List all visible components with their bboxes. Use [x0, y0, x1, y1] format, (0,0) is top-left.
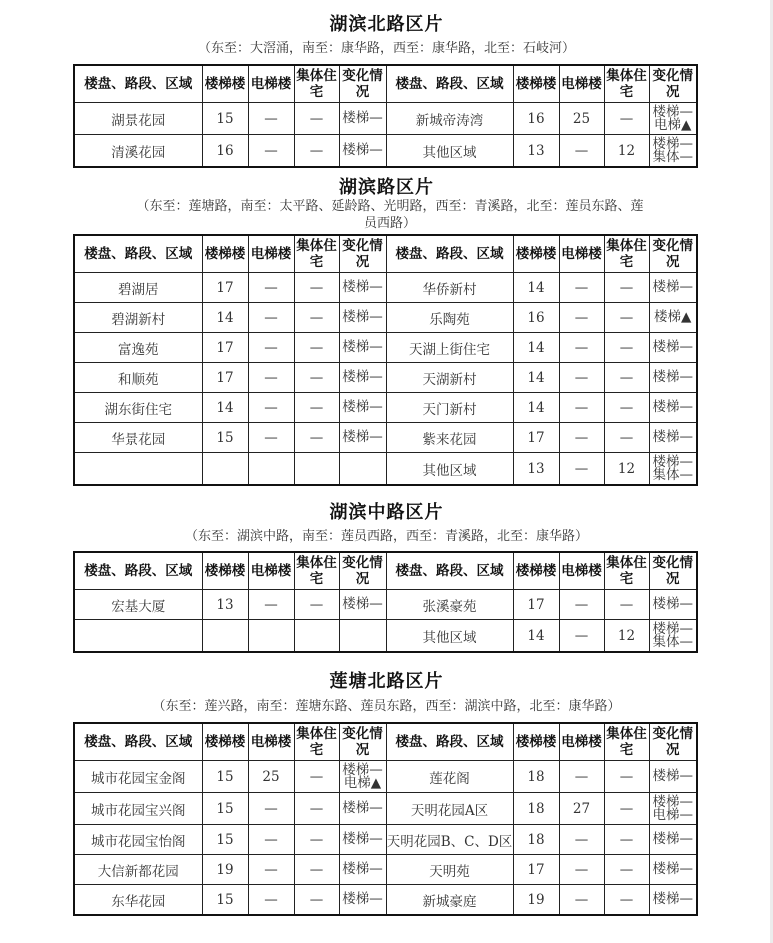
collective-housing-cell: —: [294, 333, 339, 363]
change-status-line: 楼梯—: [342, 110, 383, 126]
change-status-line: 楼梯—: [652, 768, 693, 784]
change-status-cell: [649, 363, 697, 393]
column-header: 电梯楼: [559, 552, 604, 590]
change-status-cell: [649, 423, 697, 453]
change-status-line: 集体—: [652, 148, 693, 165]
elevator-building-cell: [248, 620, 294, 653]
table-row: [74, 273, 697, 303]
property-name-cell: 天湖上街住宅: [386, 333, 513, 363]
change-status-cell: [339, 333, 386, 363]
stair-building-cell: 18: [513, 825, 559, 855]
property-name-cell: 天门新村: [386, 393, 513, 423]
elevator-building-cell: —: [248, 103, 294, 135]
change-status-cell: [649, 855, 697, 885]
section-bounds: （东至：湖滨中路，南至：莲员西路，西至：青溪路，北至：康华路）: [184, 529, 588, 544]
elevator-building-cell: —: [559, 333, 604, 363]
change-status-cell: [649, 135, 697, 168]
column-header: 变化情况: [339, 235, 386, 273]
stair-building-cell: 15: [202, 825, 248, 855]
change-status-line: 楼梯—: [342, 309, 383, 325]
change-status-line: 楼梯—: [652, 891, 693, 907]
collective-housing-cell: —: [294, 590, 339, 620]
property-name-cell: 天明苑: [386, 855, 513, 885]
collective-housing-cell: —: [604, 885, 649, 916]
elevator-building-cell: [248, 453, 294, 486]
property-name-cell: [74, 620, 202, 653]
column-header: 集体住宅: [604, 65, 649, 103]
stair-building-cell: 13: [513, 135, 559, 168]
stair-building-cell: 17: [513, 590, 559, 620]
table-header-row: [74, 552, 697, 590]
collective-housing-cell: —: [604, 855, 649, 885]
change-status-line: 楼梯—: [342, 761, 383, 778]
section-bounds: （东至：莲兴路，南至：莲塘东路、莲员东路，西至：湖滨中路，北至：康华路）: [152, 699, 621, 714]
change-status-cell: [649, 825, 697, 855]
property-name-cell: 天明花园B、C、D区: [386, 825, 513, 855]
column-header: 楼梯楼: [513, 235, 559, 273]
elevator-building-cell: 27: [559, 793, 604, 825]
section-bounds-line: （东至：莲塘路，南至：太平路、延龄路、光明路，西至：青溪路，北至：莲员东路、莲: [136, 199, 644, 214]
stair-building-cell: [202, 620, 248, 653]
change-status-cell: [339, 620, 386, 653]
change-status-cell: [339, 855, 386, 885]
change-status-cell: [339, 761, 386, 793]
column-header: 变化情况: [339, 723, 386, 761]
stair-building-cell: 14: [202, 393, 248, 423]
change-status-line: 楼梯—: [342, 800, 383, 816]
column-header: 楼梯楼: [202, 552, 248, 590]
collective-housing-cell: —: [294, 303, 339, 333]
collective-housing-cell: —: [604, 423, 649, 453]
column-header: 楼盘、路段、区域: [74, 552, 202, 590]
elevator-building-cell: —: [559, 393, 604, 423]
table-row: [74, 761, 697, 793]
property-name-cell: 紫来花园: [386, 423, 513, 453]
collective-housing-cell: 12: [604, 620, 649, 653]
collective-housing-cell: —: [604, 103, 649, 135]
column-header: 集体住宅: [604, 723, 649, 761]
table-row: [74, 393, 697, 423]
change-status-line: 楼梯—: [342, 891, 383, 907]
collective-housing-cell: —: [294, 793, 339, 825]
change-status-line: 楼梯—: [342, 142, 383, 158]
change-status-cell: [339, 303, 386, 333]
change-status-line: 楼梯—: [652, 596, 693, 612]
table-row: [74, 103, 697, 135]
column-header: 集体住宅: [604, 235, 649, 273]
stair-building-cell: 14: [513, 620, 559, 653]
change-status-line: 楼梯—: [652, 831, 693, 847]
property-name-cell: 其他区域: [386, 453, 513, 486]
change-status-cell: [339, 825, 386, 855]
elevator-building-cell: —: [559, 453, 604, 486]
section-title: 莲塘北路区片: [329, 671, 444, 692]
elevator-building-cell: 25: [248, 761, 294, 793]
stair-building-cell: 17: [202, 363, 248, 393]
collective-housing-cell: —: [294, 855, 339, 885]
stair-building-cell: 16: [513, 303, 559, 333]
collective-housing-cell: —: [294, 761, 339, 793]
stair-building-cell: 14: [513, 333, 559, 363]
collective-housing-cell: —: [604, 393, 649, 423]
change-status-line: 楼梯—: [652, 135, 693, 152]
stair-building-cell: 14: [513, 363, 559, 393]
column-header: 电梯楼: [559, 65, 604, 103]
change-status-cell: [649, 393, 697, 423]
property-name-cell: 张溪豪苑: [386, 590, 513, 620]
stair-building-cell: 16: [513, 103, 559, 135]
change-status-line: 楼梯—: [652, 103, 693, 120]
column-header: 楼盘、路段、区域: [386, 65, 513, 103]
collective-housing-cell: —: [604, 761, 649, 793]
property-name-cell: 城市花园宝兴阁: [74, 793, 202, 825]
table-row: [74, 423, 697, 453]
elevator-building-cell: —: [248, 135, 294, 168]
collective-housing-cell: —: [604, 825, 649, 855]
change-status-cell: [339, 885, 386, 916]
change-status-line: 楼梯—: [652, 620, 693, 637]
column-header: 楼盘、路段、区域: [74, 65, 202, 103]
table-row: [74, 333, 697, 363]
elevator-building-cell: —: [248, 273, 294, 303]
table-row: [74, 590, 697, 620]
elevator-building-cell: —: [559, 590, 604, 620]
elevator-building-cell: —: [559, 761, 604, 793]
property-name-cell: 宏基大厦: [74, 590, 202, 620]
elevator-building-cell: —: [559, 620, 604, 653]
elevator-building-cell: —: [559, 303, 604, 333]
collective-housing-cell: 12: [604, 453, 649, 486]
change-status-line: 楼梯▲: [654, 309, 692, 325]
elevator-building-cell: —: [559, 885, 604, 916]
table-row: [74, 885, 697, 916]
stair-building-cell: 15: [202, 885, 248, 916]
change-status-line: 楼梯—: [652, 369, 693, 385]
elevator-building-cell: —: [559, 423, 604, 453]
change-status-line: 楼梯—: [342, 861, 383, 877]
column-header: 电梯楼: [248, 552, 294, 590]
column-header: 楼盘、路段、区域: [74, 723, 202, 761]
change-status-cell: [649, 761, 697, 793]
stair-building-cell: [202, 453, 248, 486]
change-status-line: 楼梯—: [342, 369, 383, 385]
property-name-cell: 大信新都花园: [74, 855, 202, 885]
property-name-cell: 富逸苑: [74, 333, 202, 363]
change-status-cell: [649, 103, 697, 135]
column-header: 变化情况: [649, 552, 697, 590]
change-status-line: 电梯▲: [343, 774, 382, 791]
column-header: 集体住宅: [294, 552, 339, 590]
elevator-building-cell: —: [559, 135, 604, 168]
collective-housing-cell: —: [294, 135, 339, 168]
change-status-line: 电梯▲: [654, 116, 692, 133]
column-header: 楼盘、路段、区域: [386, 723, 513, 761]
elevator-building-cell: —: [559, 825, 604, 855]
property-name-cell: 新城豪庭: [386, 885, 513, 916]
column-header: 变化情况: [649, 65, 697, 103]
collective-housing-cell: —: [294, 825, 339, 855]
stair-building-cell: 13: [202, 590, 248, 620]
change-status-cell: [339, 453, 386, 486]
property-name-cell: [74, 453, 202, 486]
elevator-building-cell: —: [559, 855, 604, 885]
column-header: 变化情况: [649, 723, 697, 761]
collective-housing-cell: —: [604, 273, 649, 303]
section-title: 湖滨路区片: [339, 177, 434, 198]
stair-building-cell: 14: [202, 303, 248, 333]
elevator-building-cell: 25: [559, 103, 604, 135]
collective-housing-cell: 12: [604, 135, 649, 168]
table-header-row: [74, 235, 697, 273]
change-status-line: 楼梯—: [342, 279, 383, 295]
column-header: 楼梯楼: [202, 723, 248, 761]
column-header: 电梯楼: [559, 235, 604, 273]
property-name-cell: 莲花阁: [386, 761, 513, 793]
table-row: [74, 453, 697, 486]
change-status-cell: [339, 363, 386, 393]
column-header: 楼盘、路段、区域: [74, 235, 202, 273]
change-status-line: 集体—: [652, 466, 693, 483]
elevator-building-cell: —: [248, 393, 294, 423]
change-status-line: 楼梯—: [652, 793, 693, 810]
collective-housing-cell: —: [604, 590, 649, 620]
change-status-cell: [339, 135, 386, 168]
table-row: [74, 793, 697, 825]
property-name-cell: 天湖新村: [386, 363, 513, 393]
change-status-line: 楼梯—: [652, 453, 693, 470]
property-name-cell: 湖东街住宅: [74, 393, 202, 423]
change-status-cell: [649, 273, 697, 303]
column-header: 电梯楼: [248, 723, 294, 761]
change-status-line: 集体—: [652, 633, 693, 650]
elevator-building-cell: —: [248, 590, 294, 620]
elevator-building-cell: —: [248, 333, 294, 363]
column-header: 变化情况: [339, 65, 386, 103]
column-header: 楼梯楼: [513, 65, 559, 103]
stair-building-cell: 15: [202, 793, 248, 825]
elevator-building-cell: —: [248, 303, 294, 333]
table-row: [74, 825, 697, 855]
collective-housing-cell: —: [294, 363, 339, 393]
collective-housing-cell: —: [604, 303, 649, 333]
elevator-building-cell: —: [248, 855, 294, 885]
change-status-cell: [649, 793, 697, 825]
elevator-building-cell: —: [248, 363, 294, 393]
change-status-cell: [339, 423, 386, 453]
change-status-line: 楼梯—: [342, 429, 383, 445]
property-name-cell: 华景花园: [74, 423, 202, 453]
section-table: [73, 64, 698, 168]
column-header: 楼梯楼: [513, 552, 559, 590]
section-table: [73, 551, 698, 653]
change-status-cell: [649, 590, 697, 620]
section-table: [73, 234, 698, 486]
property-name-cell: 东华花园: [74, 885, 202, 916]
property-name-cell: 湖景花园: [74, 103, 202, 135]
section-table: [73, 722, 698, 916]
column-header: 集体住宅: [294, 235, 339, 273]
property-name-cell: 碧湖新村: [74, 303, 202, 333]
change-status-cell: [649, 885, 697, 916]
property-name-cell: 和顺苑: [74, 363, 202, 393]
column-header: 楼盘、路段、区域: [386, 552, 513, 590]
change-status-cell: [649, 303, 697, 333]
property-name-cell: 乐陶苑: [386, 303, 513, 333]
column-header: 集体住宅: [604, 552, 649, 590]
collective-housing-cell: [294, 620, 339, 653]
column-header: 变化情况: [649, 235, 697, 273]
table-row: [74, 135, 697, 168]
change-status-line: 楼梯—: [342, 339, 383, 355]
property-name-cell: 清溪花园: [74, 135, 202, 168]
collective-housing-cell: —: [604, 333, 649, 363]
property-name-cell: 新城帝涛湾: [386, 103, 513, 135]
change-status-line: 楼梯—: [652, 399, 693, 415]
stair-building-cell: 16: [202, 135, 248, 168]
property-name-cell: 碧湖居: [74, 273, 202, 303]
change-status-line: 楼梯—: [342, 596, 383, 612]
stair-building-cell: 15: [202, 761, 248, 793]
collective-housing-cell: —: [604, 793, 649, 825]
table-row: [74, 363, 697, 393]
column-header: 变化情况: [339, 552, 386, 590]
stair-building-cell: 18: [513, 761, 559, 793]
column-header: 集体住宅: [294, 65, 339, 103]
column-header: 楼梯楼: [202, 65, 248, 103]
column-header: 电梯楼: [248, 235, 294, 273]
stair-building-cell: 17: [202, 273, 248, 303]
collective-housing-cell: —: [294, 273, 339, 303]
elevator-building-cell: —: [248, 885, 294, 916]
table-header-row: [74, 65, 697, 103]
change-status-line: 楼梯—: [652, 339, 693, 355]
table-row: [74, 620, 697, 653]
change-status-line: 楼梯—: [652, 279, 693, 295]
change-status-line: 楼梯—: [342, 399, 383, 415]
section-title: 湖滨中路区片: [329, 502, 444, 523]
section-title: 湖滨北路区片: [329, 14, 444, 35]
stair-building-cell: 14: [513, 393, 559, 423]
collective-housing-cell: —: [294, 103, 339, 135]
change-status-line: 楼梯—: [342, 831, 383, 847]
property-name-cell: 天明花园A区: [386, 793, 513, 825]
stair-building-cell: 18: [513, 793, 559, 825]
stair-building-cell: 15: [202, 103, 248, 135]
property-name-cell: 城市花园宝怡阁: [74, 825, 202, 855]
change-status-line: 楼梯—: [652, 429, 693, 445]
stair-building-cell: 17: [513, 423, 559, 453]
collective-housing-cell: —: [294, 885, 339, 916]
stair-building-cell: 13: [513, 453, 559, 486]
change-status-cell: [649, 453, 697, 486]
stair-building-cell: 19: [513, 885, 559, 916]
elevator-building-cell: —: [248, 423, 294, 453]
change-status-cell: [339, 793, 386, 825]
change-status-cell: [339, 590, 386, 620]
change-status-cell: [649, 333, 697, 363]
change-status-cell: [339, 393, 386, 423]
table-header-row: [74, 723, 697, 761]
property-name-cell: 城市花园宝金阁: [74, 761, 202, 793]
collective-housing-cell: —: [604, 363, 649, 393]
property-name-cell: 其他区域: [386, 620, 513, 653]
change-status-cell: [339, 273, 386, 303]
stair-building-cell: 14: [513, 273, 559, 303]
property-name-cell: 华侨新村: [386, 273, 513, 303]
column-header: 楼盘、路段、区域: [386, 235, 513, 273]
column-header: 楼梯楼: [202, 235, 248, 273]
table-row: [74, 855, 697, 885]
collective-housing-cell: —: [294, 423, 339, 453]
stair-building-cell: 19: [202, 855, 248, 885]
column-header: 集体住宅: [294, 723, 339, 761]
section-bounds-line: 员西路）: [363, 216, 416, 231]
column-header: 楼梯楼: [513, 723, 559, 761]
stair-building-cell: 17: [202, 333, 248, 363]
elevator-building-cell: —: [559, 273, 604, 303]
collective-housing-cell: [294, 453, 339, 486]
column-header: 电梯楼: [559, 723, 604, 761]
property-name-cell: 其他区域: [386, 135, 513, 168]
change-status-cell: [649, 620, 697, 653]
change-status-cell: [339, 103, 386, 135]
section-bounds: （东至：大滘涌，南至：康华路，西至：康华路，北至：石岐河）: [197, 41, 575, 56]
elevator-building-cell: —: [248, 793, 294, 825]
table-row: [74, 303, 697, 333]
stair-building-cell: 17: [513, 855, 559, 885]
elevator-building-cell: —: [559, 363, 604, 393]
collective-housing-cell: —: [294, 393, 339, 423]
stair-building-cell: 15: [202, 423, 248, 453]
column-header: 电梯楼: [248, 65, 294, 103]
section-bounds: [80, 198, 700, 232]
change-status-line: 电梯—: [652, 806, 693, 823]
elevator-building-cell: —: [248, 825, 294, 855]
change-status-line: 楼梯—: [652, 861, 693, 877]
